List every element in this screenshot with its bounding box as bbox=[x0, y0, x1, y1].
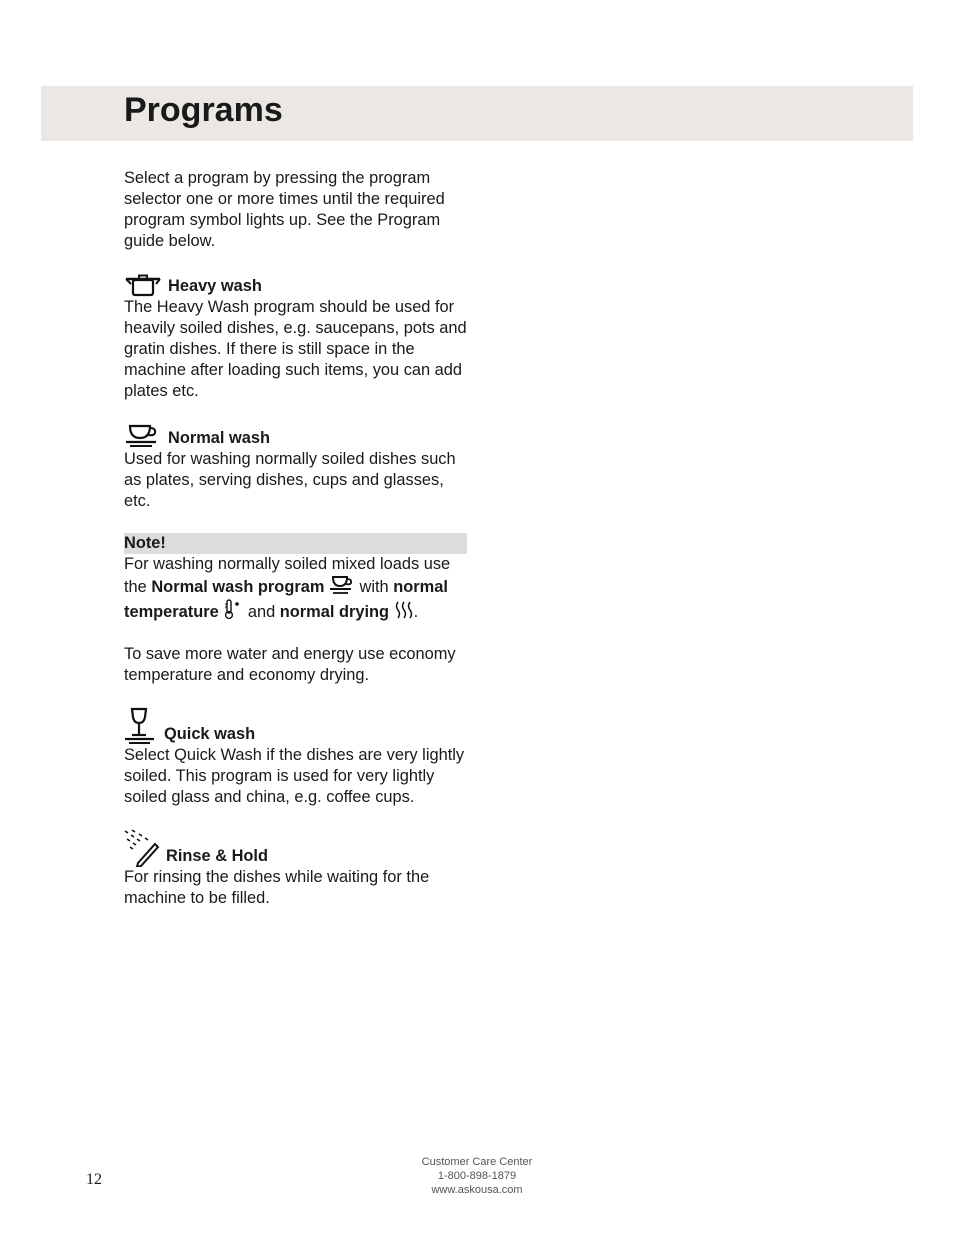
program-heading bbox=[124, 273, 469, 297]
footer-phone: 1-800-898-1879 bbox=[437, 1170, 517, 1182]
drying-icon bbox=[394, 600, 414, 620]
program-title: Quick wash bbox=[164, 725, 256, 743]
glass-icon bbox=[124, 707, 158, 745]
program-quick-wash bbox=[124, 707, 469, 808]
note-heading: Note! bbox=[124, 533, 467, 554]
program-title: Heavy wash bbox=[168, 277, 262, 295]
program-description: For rinsing the dishes while waiting for the machine to be filled. bbox=[124, 868, 430, 907]
program-heading bbox=[124, 423, 469, 449]
economy-paragraph: To save more water and energy use economy temperature and economy drying. bbox=[124, 645, 456, 684]
cup-icon bbox=[329, 575, 355, 595]
footer-website: www.askousa.com bbox=[431, 1184, 523, 1196]
content-column bbox=[124, 168, 469, 930]
footer-contact bbox=[377, 1155, 577, 1197]
normal-drying-term: normal drying bbox=[279, 603, 390, 621]
page-title: Programs bbox=[124, 91, 283, 129]
thermometer-icon bbox=[223, 598, 243, 620]
program-heading bbox=[124, 829, 469, 867]
note-body: For washing normally soiled mixed loads use the Normal wash program with normal temperature and normal drying . bbox=[124, 555, 451, 621]
program-normal-wash bbox=[124, 423, 469, 512]
normal-temperature-term: normal temperature bbox=[124, 578, 448, 621]
program-title: Rinse & Hold bbox=[166, 847, 268, 865]
program-rinse-hold bbox=[124, 829, 469, 909]
cup-icon bbox=[124, 423, 162, 449]
program-heading bbox=[124, 707, 469, 745]
spray-icon bbox=[124, 829, 160, 867]
program-heavy-wash bbox=[124, 273, 469, 402]
program-description: Used for washing normally soiled dishes such as plates, serving dishes, cups and glasses, etc. bbox=[124, 450, 456, 510]
footer-line: Customer Care Center bbox=[421, 1156, 533, 1168]
normal-wash-program-term: Normal wash program bbox=[151, 578, 325, 596]
header-band bbox=[41, 86, 913, 141]
program-title: Normal wash bbox=[168, 429, 271, 447]
page-number: 12 bbox=[86, 1171, 102, 1188]
program-description: Select Quick Wash if the dishes are very lightly soiled. This program is used for very lightly soiled glass and china, e.g. coffee cups. bbox=[124, 746, 465, 806]
program-description: The Heavy Wash program should be used for heavily soiled dishes, e.g. saucepans, pots and gratin dishes. If there is still space in the machine after loading such items, you can add plates etc. bbox=[124, 298, 467, 400]
intro-paragraph: Select a program by pressing the program selector one or more times until the required program symbol lights up. See the Program guide below. bbox=[124, 169, 445, 250]
pot-icon bbox=[124, 273, 162, 297]
